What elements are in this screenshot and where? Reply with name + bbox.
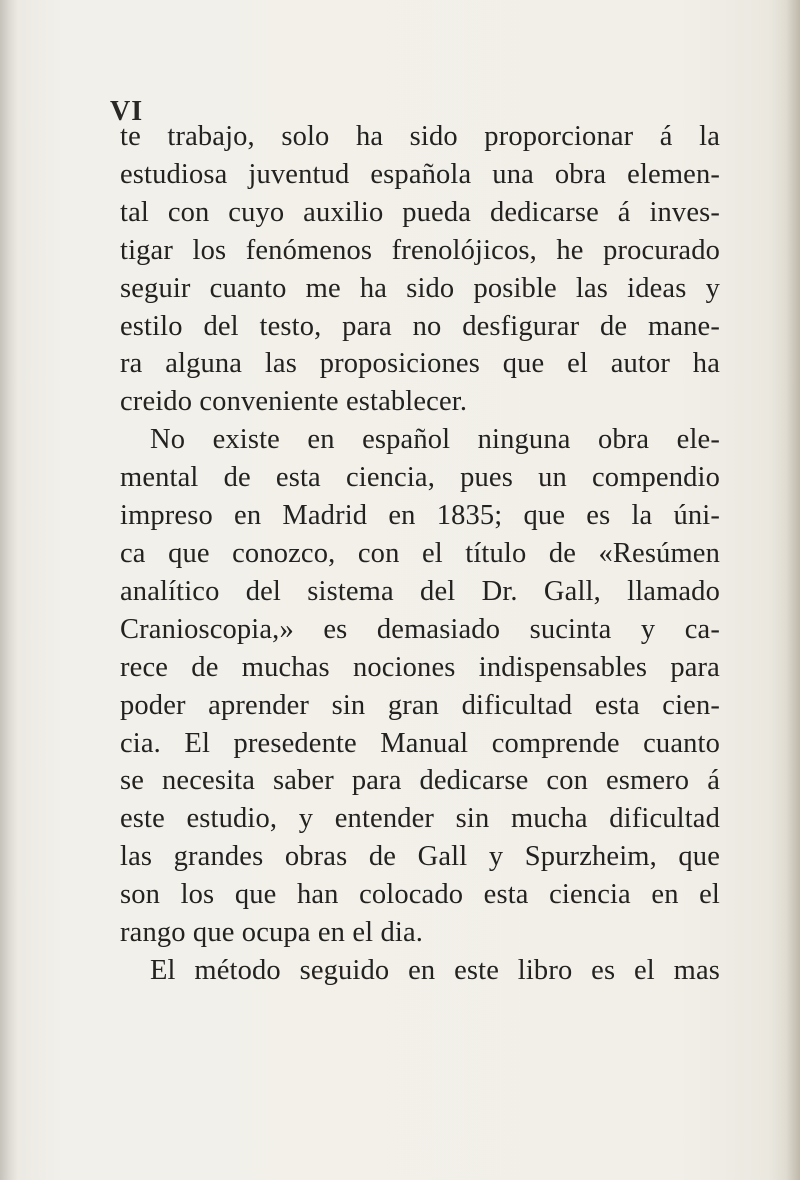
text-line: tigar los fenómenos frenolójicos, he procurado xyxy=(120,234,720,266)
body-text xyxy=(120,118,720,990)
text-line: poder aprender sin gran dificultad esta cien- xyxy=(120,689,720,721)
page-number: VI xyxy=(110,96,144,127)
text-line: creido conveniente establecer. xyxy=(120,386,468,418)
text-line: rango que ocupa en el dia. xyxy=(120,917,424,949)
text-line: las grandes obras de Gall y Spurzheim, que xyxy=(120,841,720,873)
text-line: mental de esta ciencia, pues un compendio xyxy=(120,462,720,494)
text-line: seguir cuanto me ha sido posible las ideas y xyxy=(120,272,720,304)
text-line: Cranioscopia,» es demasiado sucinta y ca- xyxy=(120,613,720,645)
text-line: impreso en Madrid en 1835; que es la úni- xyxy=(120,500,720,532)
text-line: ca que conozco, con el título de «Resúmen xyxy=(120,537,720,569)
text-line: ra alguna las proposiciones que el autor ha xyxy=(120,348,720,380)
text-line: estilo del testo, para no desfigurar de mane- xyxy=(120,310,720,342)
text-line: te trabajo, solo ha sido proporcionar á la xyxy=(120,121,720,152)
text-line: rece de muchas nociones indispensables para xyxy=(120,651,720,683)
text-line: estudiosa juventud española una obra elemen- xyxy=(120,158,720,190)
text-line: este estudio, y entender sin mucha dificultad xyxy=(120,803,720,835)
page-edge-shading xyxy=(786,0,800,1180)
text-line: son los que han colocado esta ciencia en el xyxy=(120,879,720,911)
text-line: tal con cuyo auxilio pueda dedicarse á inves- xyxy=(120,196,720,228)
text-line: se necesita saber para dedicarse con esmero á xyxy=(120,765,720,797)
text-line: El método seguido en este libro es el mas xyxy=(150,954,720,986)
text-line: analítico del sistema del Dr. Gall, llamado xyxy=(120,575,720,607)
text-line: No existe en español ninguna obra ele- xyxy=(150,424,720,456)
text-line: cia. El presedente Manual comprende cuanto xyxy=(120,727,720,759)
binding-gutter-shadow xyxy=(0,0,18,1180)
